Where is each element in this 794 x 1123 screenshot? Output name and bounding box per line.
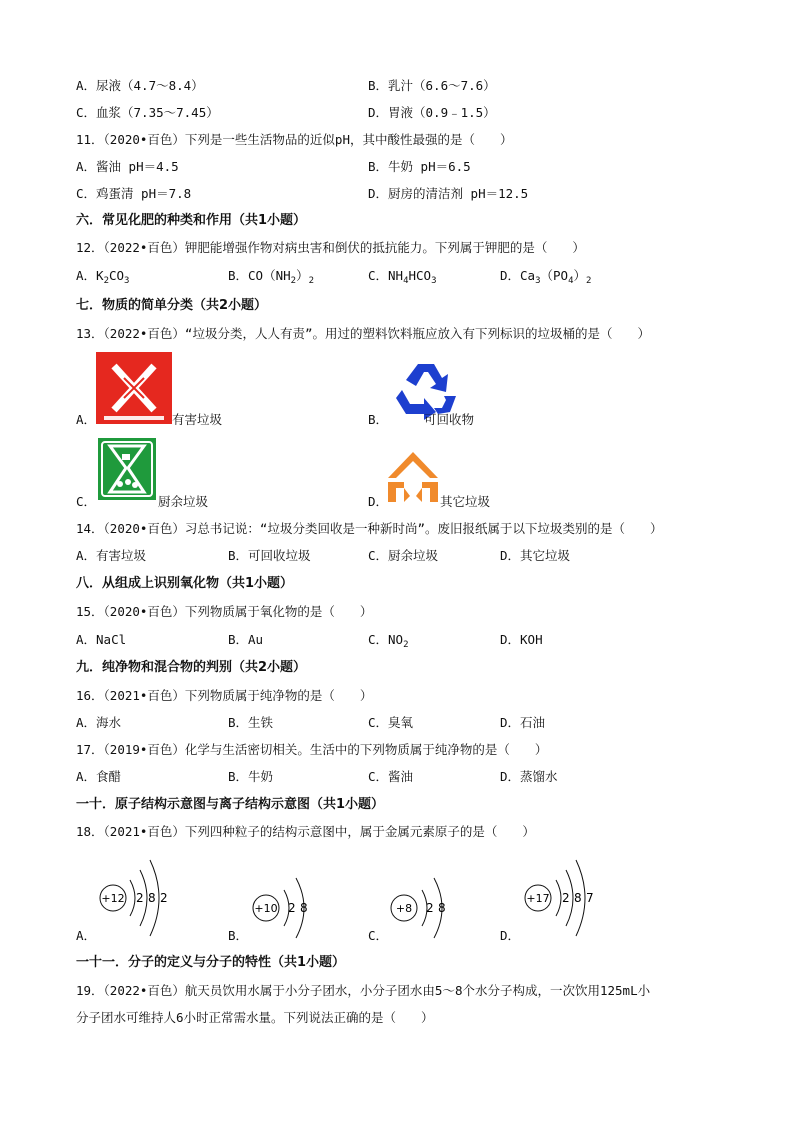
option-d: D．其它垃圾 xyxy=(500,548,571,563)
option-b: B．乳汁（6.6～7.6） xyxy=(368,78,496,93)
question-19-line-2: 分子团水可维持人6小时正常需水量。下列说法正确的是（ ） xyxy=(76,1010,434,1025)
option-c: C．鸡蛋清 pH＝7.8 xyxy=(76,186,192,201)
option-b: B．牛奶 xyxy=(228,769,274,784)
option-d-letter: D． xyxy=(500,928,521,943)
electron-count: 8 xyxy=(300,901,308,915)
electron-count: 2 xyxy=(160,891,168,905)
option-a: A．海水 xyxy=(76,715,122,730)
option-d: D．厨房的清洁剂 pH＝12.5 xyxy=(368,186,529,201)
option-b xyxy=(228,268,314,284)
question-13-stem: 13．（2022•百色）“垃圾分类，人人有责”。用过的塑料饮料瓶应放入有下列标识的垃圾桶的是（ ） xyxy=(76,326,650,341)
electron-count: 2 xyxy=(136,891,144,905)
electron-count: 2 xyxy=(288,901,296,915)
atom-diagram-b xyxy=(238,866,328,946)
question-11-stem: 11．（2020•百色）下列是一些生活物品的近似pH，其中酸性最强的是（ ） xyxy=(76,132,513,147)
nucleus-charge: +12 xyxy=(101,892,125,905)
subscript: 2 xyxy=(103,276,109,286)
atom-diagram-d xyxy=(520,850,620,940)
option-a-label: 有害垃圾 xyxy=(172,412,223,427)
electron-count: 8 xyxy=(574,891,582,905)
section-heading: 一十一．分子的定义与分子的特性（共1小题） xyxy=(76,955,346,970)
option-b: B．牛奶 pH＝6.5 xyxy=(368,159,471,174)
question-16-stem: 16．（2021•百色）下列物质属于纯净物的是（ ） xyxy=(76,688,373,703)
subscript: 4 xyxy=(568,276,574,286)
hazardous-waste-icon xyxy=(96,352,172,424)
option-c: C．血浆（7.35～7.45） xyxy=(76,105,219,120)
electron-count: 2 xyxy=(426,901,434,915)
option-d xyxy=(500,268,591,284)
option-c-letter: C． xyxy=(368,928,389,943)
option-d: D．KOH xyxy=(500,632,543,647)
section-heading: 一十．原子结构示意图与离子结构示意图（共1小题） xyxy=(76,797,385,812)
option-d-text: ） xyxy=(573,268,586,283)
option-a: A．酱油 pH＝4.5 xyxy=(76,159,179,174)
option-c-text: C．NO xyxy=(368,632,404,647)
subscript: 2 xyxy=(290,276,297,286)
option-b: B．可回收垃圾 xyxy=(228,548,311,563)
option-d: D．胃液（0.9﹣1.5） xyxy=(368,105,496,120)
option-c: C．酱油 xyxy=(368,769,414,784)
option-a-letter: A． xyxy=(76,412,97,427)
option-d-label: 其它垃圾 xyxy=(440,494,491,509)
electron-count: 8 xyxy=(148,891,156,905)
option-c-text: HCO xyxy=(408,268,432,283)
option-c xyxy=(368,632,409,648)
option-a: A．食醋 xyxy=(76,769,122,784)
option-c: C．厨余垃圾 xyxy=(368,548,439,563)
option-b-letter: B． xyxy=(368,412,389,427)
nucleus-charge: +10 xyxy=(254,902,278,915)
option-a xyxy=(76,268,129,284)
option-a-text: CO xyxy=(108,268,125,283)
option-d-letter: D． xyxy=(368,494,389,509)
question-14-stem: 14．（2020•百色）习总书记说：“垃圾分类回收是一种新时尚”。废旧报纸属于以下垃圾类别的是（ ） xyxy=(76,521,663,536)
option-d-text: （PO xyxy=(540,268,569,283)
option-c: C．臭氧 xyxy=(368,715,414,730)
question-18-stem: 18．（2021•百色）下列四种粒子的结构示意图中，属于金属元素原子的是（ ） xyxy=(76,824,535,839)
question-12-stem: 12．（2022•百色）钾肥能增强作物对病虫害和倒伏的抵抗能力。下列属于钾肥的是（ ） xyxy=(76,240,585,255)
option-b-text: ） xyxy=(296,268,309,283)
atom-diagram-a xyxy=(96,850,196,940)
option-c-label: 厨余垃圾 xyxy=(158,494,209,509)
option-a: A．尿液（4.7～8.4） xyxy=(76,78,204,93)
option-d: D．蒸馏水 xyxy=(500,769,558,784)
option-b-letter: B． xyxy=(228,928,249,943)
subscript: 3 xyxy=(431,276,437,286)
option-c xyxy=(368,268,437,284)
kitchen-waste-icon xyxy=(98,438,156,500)
option-c-letter: C． xyxy=(76,494,97,509)
section-heading: 八．从组成上识别氧化物（共1小题） xyxy=(76,576,294,591)
subscript: 2 xyxy=(586,276,592,286)
question-15-stem: 15．（2020•百色）下列物质属于氧化物的是（ ） xyxy=(76,604,373,619)
subscript: 3 xyxy=(124,276,130,286)
subscript: 2 xyxy=(308,276,314,286)
subscript: 2 xyxy=(403,640,409,650)
option-a: A．有害垃圾 xyxy=(76,548,147,563)
option-a: A．NaCl xyxy=(76,632,127,647)
section-heading: 七．物质的简单分类（共2小题） xyxy=(76,298,268,313)
question-19-line-1: 19．（2022•百色）航天员饮用水属于小分子团水，小分子团水由5～8个水分子构成，一次饮用125mL小 xyxy=(76,983,651,998)
electron-count: 8 xyxy=(438,901,446,915)
nucleus-charge: +17 xyxy=(526,892,550,905)
option-b-label: 可回收物 xyxy=(424,412,475,427)
option-a-text: A．K xyxy=(76,268,104,283)
option-b-text: B．CO（NH xyxy=(228,268,291,283)
electron-count: 7 xyxy=(586,891,594,905)
subscript: 3 xyxy=(535,276,541,286)
section-heading: 九．纯净物和混合物的判别（共2小题） xyxy=(76,660,307,675)
electron-count: 2 xyxy=(562,891,570,905)
nucleus-charge: +8 xyxy=(395,902,413,915)
option-a-letter: A． xyxy=(76,928,97,943)
option-b: B．Au xyxy=(228,632,264,647)
option-b: B．生铁 xyxy=(228,715,274,730)
option-d-text: D．Ca xyxy=(500,268,536,283)
subscript: 4 xyxy=(403,276,409,286)
section-heading: 六．常见化肥的种类和作用（共1小题） xyxy=(76,213,307,228)
question-17-stem: 17．（2019•百色）化学与生活密切相关。生活中的下列物质属于纯净物的是（ ） xyxy=(76,742,548,757)
option-d: D．石油 xyxy=(500,715,546,730)
other-waste-icon xyxy=(388,452,438,504)
atom-diagram-c xyxy=(380,866,470,946)
option-c-text: C．NH xyxy=(368,268,404,283)
